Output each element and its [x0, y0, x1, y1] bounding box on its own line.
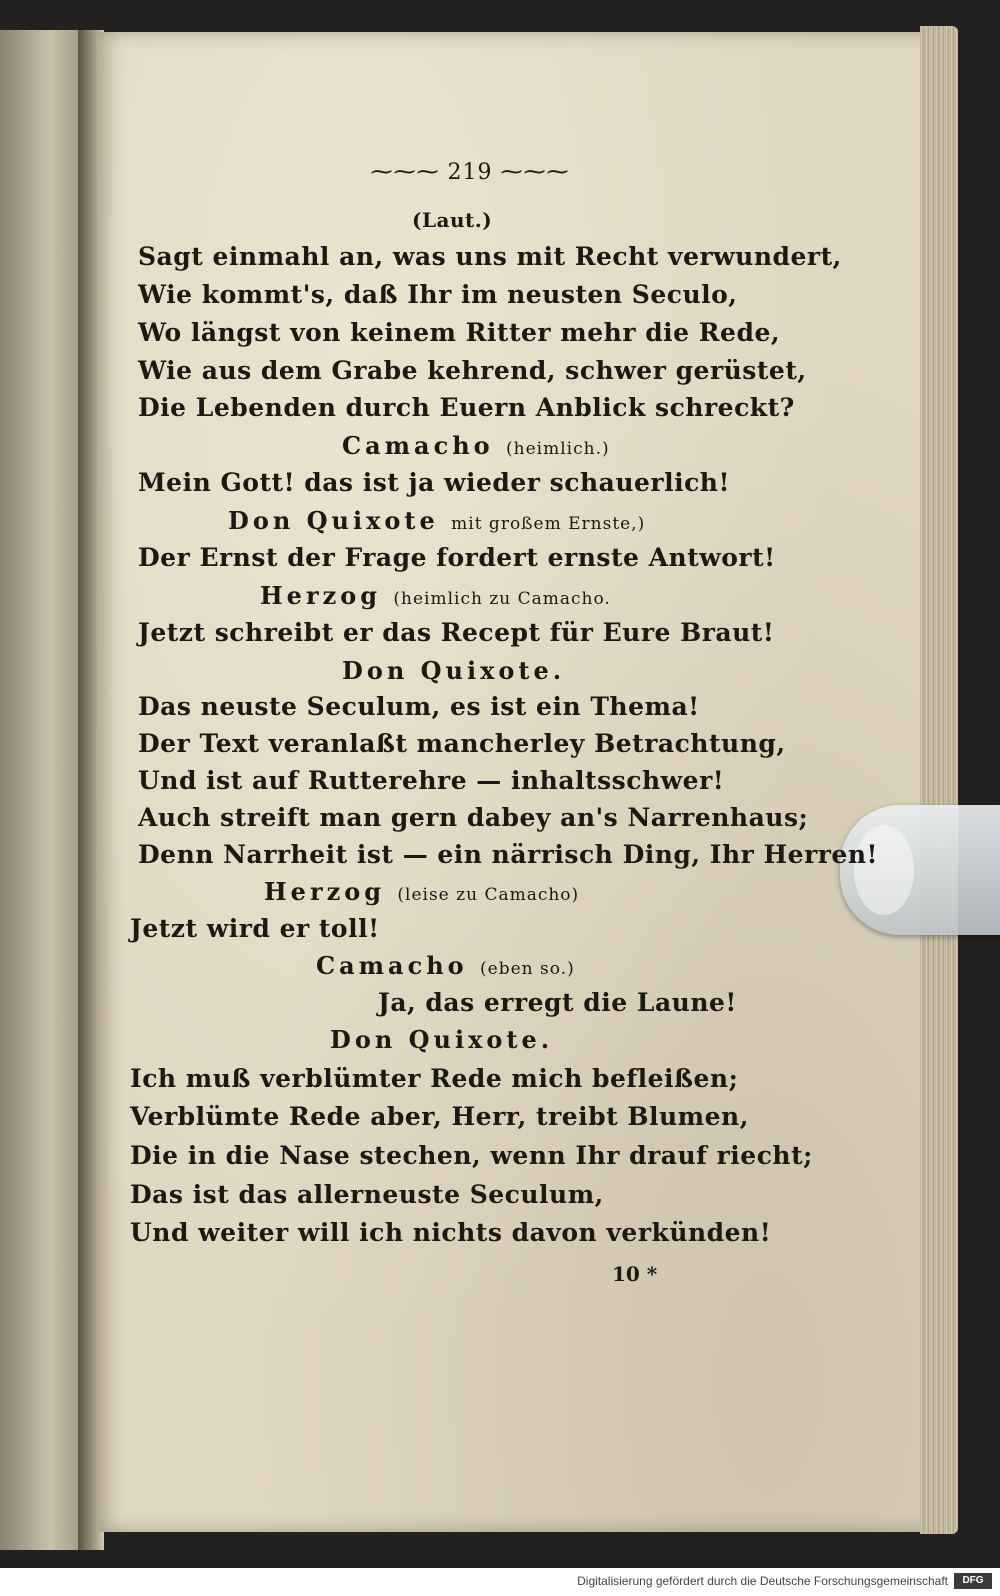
- speaker-name: Don Quixote.: [330, 1025, 554, 1054]
- verse-line: Jetzt wird er toll!: [130, 914, 380, 943]
- speaker-name: Don Quixote: [228, 506, 439, 535]
- speaker-heading: [264, 877, 579, 906]
- verse-line: Das ist das allerneuste Seculum,: [130, 1180, 604, 1209]
- speaker-name: Camacho: [342, 431, 494, 460]
- verse-line: Der Text veranlaßt mancherley Betrachtung,: [138, 729, 786, 758]
- speaker-name: Don Quixote.: [342, 656, 566, 685]
- speaker-heading: [260, 581, 611, 610]
- verse-line: Wie kommt's, daß Ihr im neusten Seculo,: [138, 280, 738, 309]
- speaker-heading: [316, 951, 575, 980]
- stage-direction: (eben so.): [480, 959, 575, 979]
- verse-line: Der Ernst der Frage fordert ernste Antwort!: [138, 543, 776, 572]
- verse-line: Die in die Nase stechen, wenn Ihr drauf riecht;: [130, 1141, 813, 1170]
- speaker-name: Camacho: [316, 951, 468, 980]
- speaker-heading: [342, 656, 565, 685]
- verse-line: Auch streift man gern dabey an's Narrenhaus;: [138, 803, 809, 832]
- dfg-logo: DFG: [954, 1573, 992, 1589]
- stage-direction: (Laut.): [412, 208, 493, 232]
- footer-credit: Digitalisierung gefördert durch die Deutsche Forschungsgemeinschaft: [577, 1574, 948, 1588]
- verse-line: Das neuste Seculum, es ist ein Thema!: [138, 692, 700, 721]
- signature-mark: 10 *: [612, 1262, 658, 1286]
- speaker-name: Herzog: [260, 581, 382, 610]
- footer-bar: [0, 1568, 1000, 1596]
- stage-direction: mit großem Ernste,): [451, 514, 646, 534]
- verse-line: Wie aus dem Grabe kehrend, schwer gerüstet,: [138, 356, 807, 385]
- verse-line: Sagt einmahl an, was uns mit Recht verwundert,: [138, 242, 842, 271]
- page-stack-edge: [920, 26, 958, 1534]
- verse-line: Die Lebenden durch Euern Anblick schreckt?: [138, 393, 795, 422]
- verse-line: Wo längst von keinem Ritter mehr die Rede,: [138, 318, 781, 347]
- verse-line: Ich muß verblümter Rede mich befleißen;: [130, 1064, 739, 1093]
- speaker-heading: [330, 1025, 553, 1054]
- page-clip: [840, 805, 1000, 935]
- verse-line: Denn Narrheit ist — ein närrisch Ding, Ihr Herren!: [138, 840, 878, 869]
- verse-line: Und weiter will ich nichts davon verkünden!: [130, 1218, 772, 1247]
- speaker-heading: [342, 431, 610, 460]
- page-number-header: ⁓⁓⁓ 219 ⁓⁓⁓: [370, 160, 570, 185]
- stage-direction: (heimlich zu Camacho.: [393, 589, 611, 609]
- speaker-name: Herzog: [264, 877, 386, 906]
- stage-direction: (leise zu Camacho): [397, 885, 580, 905]
- verse-line: Jetzt schreibt er das Recept für Eure Braut!: [138, 618, 775, 647]
- verse-line: Und ist auf Rutterehre — inhaltsschwer!: [138, 766, 725, 795]
- verse-line: Mein Gott! das ist ja wieder schauerlich!: [138, 468, 730, 497]
- speaker-heading: [228, 506, 645, 535]
- verse-line: Ja, das erregt die Laune!: [378, 988, 737, 1017]
- verse-line: Verblümte Rede aber, Herr, treibt Blumen,: [130, 1102, 749, 1131]
- stage-direction: (heimlich.): [506, 439, 610, 459]
